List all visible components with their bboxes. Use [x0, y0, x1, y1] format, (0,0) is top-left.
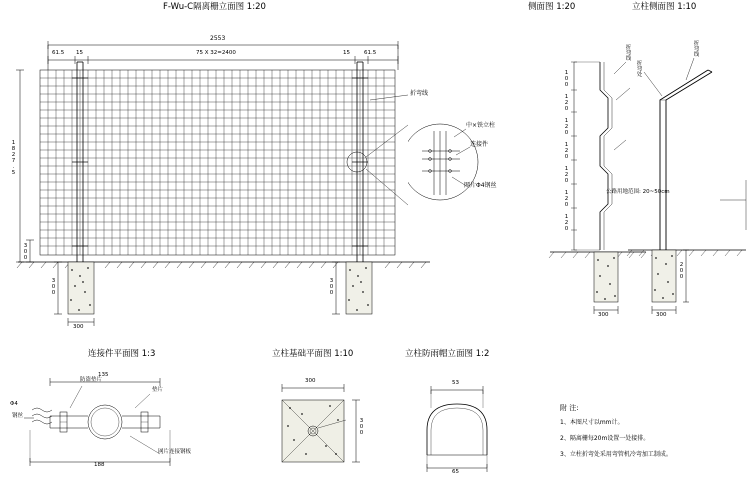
- ground-range-note: 公路用地范围: 20~50cm: [606, 189, 670, 195]
- connector-dim-135: 135: [98, 372, 109, 378]
- notes-line-2: 2、隔离栅每20m设置一处接排。: [560, 435, 650, 442]
- label-bend-line: 折弯线: [410, 90, 429, 97]
- post-base-dim-height: 300: [358, 418, 365, 436]
- label-connector: 连接件: [470, 141, 489, 148]
- main-elevation-view: [0, 0, 470, 345]
- post-cap-view: [405, 350, 535, 495]
- label-mesh-wire: 网片Φ4钢丝: [464, 182, 497, 189]
- post-base-plan-view: [250, 350, 395, 495]
- dim-foundation-width: 300: [73, 324, 84, 330]
- post-base-dim-width: 300: [305, 378, 316, 384]
- connector-plan-title: 连接件平面图 1:3: [88, 349, 156, 359]
- notes-line-3: 3、立柱折弯处采用弯管机冷弯加工制成。: [560, 451, 672, 458]
- side-dim-4: 120: [563, 142, 570, 160]
- connector-wire-label: 钢丝: [12, 413, 24, 419]
- post-cap-title: 立柱防雨帽立面图 1:2: [405, 349, 490, 359]
- dim-height-total: 1827.5: [10, 140, 17, 176]
- dim-foundation-depth-right: 300: [328, 278, 335, 296]
- post-dim-200: 200: [678, 262, 685, 280]
- side-foundation-width: 300: [598, 312, 609, 318]
- side-note-bend-2: 折弯处: [635, 60, 642, 77]
- side-dim-2: 120: [563, 94, 570, 112]
- connector-dim-188: 188: [94, 462, 105, 468]
- post-side-view: [606, 0, 750, 340]
- notes-block: [560, 404, 745, 458]
- dim-foundation-depth-left: 300: [50, 278, 57, 296]
- connector-label-washer: 垫片: [152, 387, 164, 393]
- post-side-view-title: 立柱侧面图 1:10: [632, 2, 697, 12]
- post-bend-note: 折弯线: [692, 40, 699, 57]
- side-note-bend-1: 折弯线: [624, 44, 631, 61]
- side-dim-6: 120: [563, 190, 570, 208]
- connector-detail-bubble: [408, 115, 497, 210]
- side-dim-1: 100: [563, 70, 570, 88]
- side-view-title: 侧面图 1:20: [528, 2, 576, 12]
- post-base-plan-title: 立柱基础平面图 1:10: [272, 349, 354, 359]
- side-dim-7: 120: [563, 214, 570, 232]
- post-cap-dim-bottom: 65: [452, 469, 459, 475]
- post-cap-dim-top: 53: [452, 380, 459, 386]
- dim-total-width: 2553: [210, 35, 226, 42]
- side-dim-5: 120: [563, 166, 570, 184]
- dim-right-inner: 15: [343, 50, 350, 56]
- connector-label-antitheft: 防盗垫片: [80, 377, 103, 383]
- connector-wire-dia: Φ4: [10, 401, 18, 407]
- dim-right-edge: 61.5: [364, 50, 377, 56]
- notes-line-1: 1、本图尺寸以mm计。: [560, 419, 624, 426]
- notes-heading: 附 注:: [560, 404, 579, 412]
- side-dim-3: 120: [563, 118, 570, 136]
- post-base-width: 300: [656, 312, 667, 318]
- label-post: 中×铁立柱: [466, 122, 496, 129]
- dim-module-note: 75 X 32=2400: [196, 50, 236, 56]
- main-view-title: F-Wu-C隔离栅立面图 1:20: [163, 2, 266, 12]
- dim-height-bottom: 300: [22, 243, 29, 261]
- dim-left-inner: 15: [76, 50, 83, 56]
- dim-left-edge: 61.5: [52, 50, 65, 56]
- connector-plan-view: [10, 350, 240, 495]
- connector-label-plate: 网片连接钢板: [158, 449, 192, 455]
